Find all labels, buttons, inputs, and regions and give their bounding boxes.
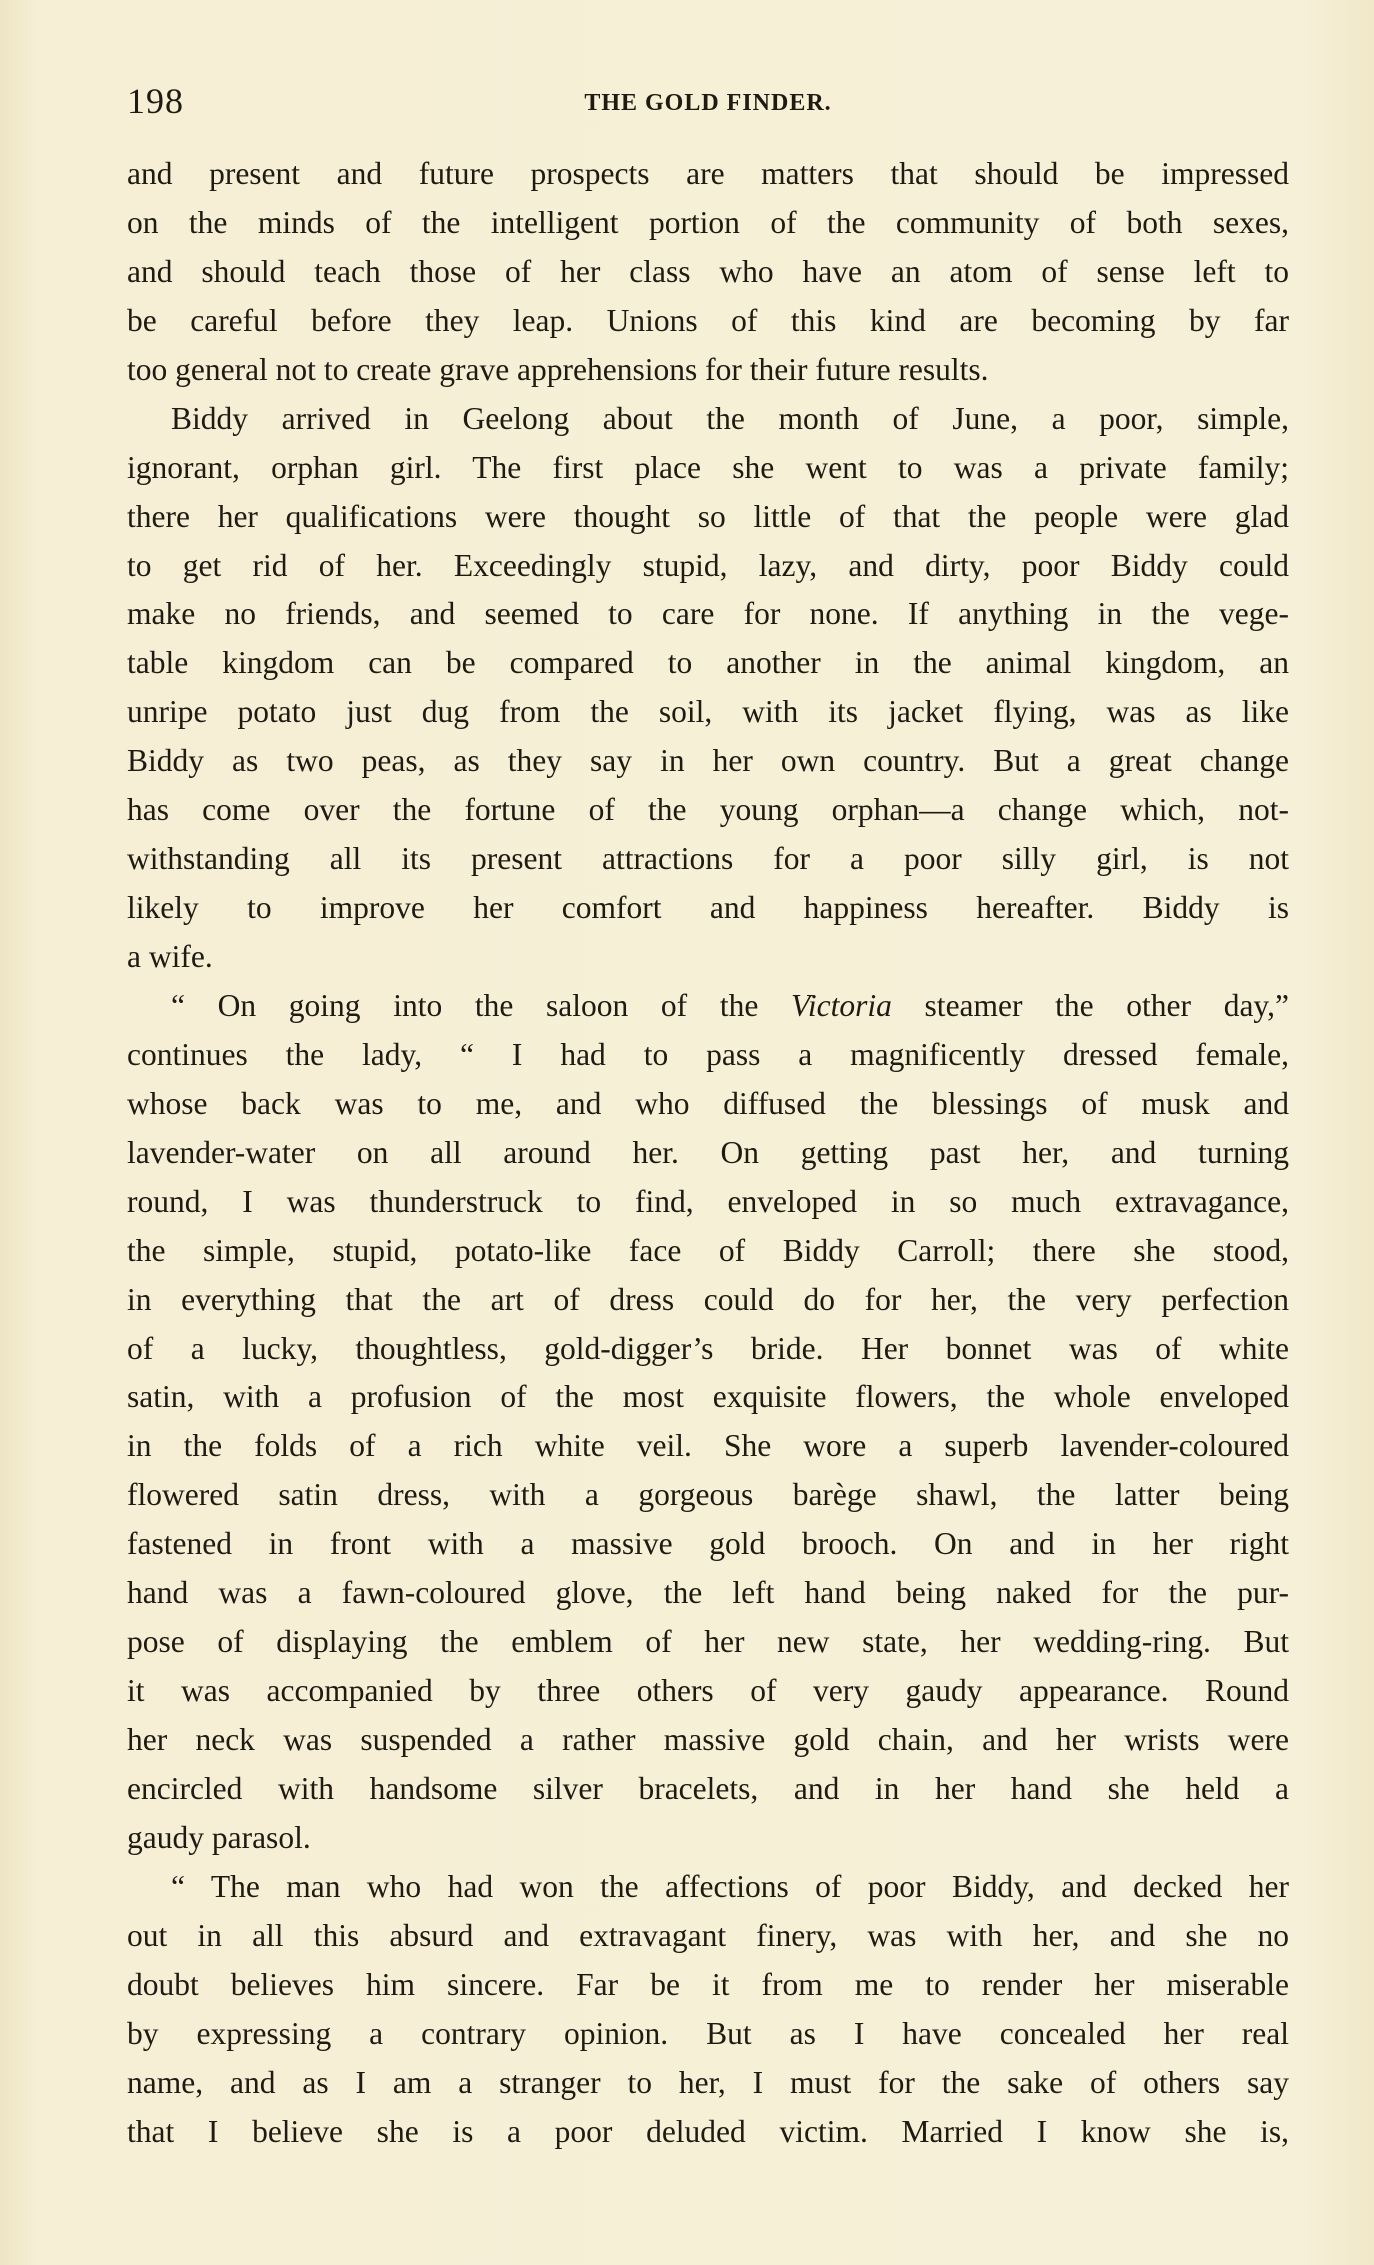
text-line-victoria-before: “ On going into the saloon of the — [171, 987, 791, 1023]
text-line: has come over the fortune of the young orphan—a change which, not- — [127, 792, 1289, 828]
text-line: ignorant, orphan girl. The first place she went to was a private family; — [127, 449, 1289, 485]
text-line: fastened in front with a massive gold brooch. On and in her right — [127, 1526, 1289, 1562]
text-line: flowered satin dress, with a gorgeous barège shawl, the latter being — [127, 1477, 1289, 1513]
text-line: withstanding all its present attractions for a poor silly girl, is not — [127, 841, 1289, 877]
text-line: and present and future prospects are matters that should be impressed — [127, 156, 1289, 191]
text-line: of a lucky, thoughtless, gold-digger’s bride. Her bonnet was of white — [127, 1330, 1289, 1366]
text-line: name, and as I am a stranger to her, I must for the sake of others say — [127, 2064, 1289, 2100]
text-line: doubt believes him sincere. Far be it from me to render her miserable — [127, 1966, 1289, 2002]
text-line: her neck was suspended a rather massive gold chain, and her wrists were — [127, 1722, 1289, 1757]
text-line: round, I was thunderstruck to find, enveloped in so much extravagance, — [127, 1183, 1289, 1219]
text-line: whose back was to me, and who diffused the blessings of musk and — [127, 1085, 1289, 1121]
text-line: Biddy arrived in Geelong about the month of June, a poor, simple, — [171, 400, 1289, 436]
text-line: continues the lady, “ I had to pass a magnificently dressed female, — [127, 1036, 1289, 1072]
text-line: a wife. — [127, 939, 213, 974]
text-line: it was accompanied by three others of very gaudy appearance. Round — [127, 1673, 1289, 1709]
text-line: that I believe she is a poor deluded victim. Married I know she is, — [127, 2113, 1289, 2149]
text-block-2 — [127, 1031, 1289, 2157]
page-number: 198 — [127, 81, 184, 121]
page-header — [127, 80, 1289, 130]
text-line: encircled with handsome silver bracelets, and in her hand she held a — [127, 1770, 1289, 1806]
text-line: hand was a fawn-coloured glove, the left hand being naked for the pur- — [127, 1575, 1289, 1611]
text-line: gaudy parasol. — [127, 1819, 311, 1855]
text-line: there her qualifications were thought so little of that the people were glad — [127, 498, 1289, 534]
text-line: satin, with a profusion of the most exquisite flowers, the whole enveloped — [127, 1379, 1289, 1415]
text-line: be careful before they leap. Unions of this kind are becoming by far — [127, 302, 1289, 338]
body-text — [127, 150, 1289, 2156]
text-line: table kingdom can be compared to another in the animal kingdom, an — [127, 645, 1289, 681]
text-line: by expressing a contrary opinion. But as I have concealed her real — [127, 2015, 1289, 2051]
text-line: on the minds of the intelligent portion of the community of both sexes, — [127, 204, 1289, 240]
text-line: in the folds of a rich white veil. She wore a superb lavender-coloured — [127, 1428, 1289, 1464]
text-line-victoria-after: steamer the other day,” — [891, 987, 1289, 1023]
text-line: likely to improve her comfort and happiness hereafter. Biddy is — [127, 890, 1289, 926]
text-line: Biddy as two peas, as they say in her own country. But a great change — [127, 743, 1289, 779]
text-line: lavender-water on all around her. On getting past her, and turning — [127, 1134, 1289, 1170]
text-line: make no friends, and seemed to care for none. If anything in the vege- — [127, 596, 1289, 632]
text-line: “ The man who had won the affections of poor Biddy, and decked her — [171, 1868, 1289, 1904]
text-line: the simple, stupid, potato-like face of Biddy Carroll; there she stood, — [127, 1232, 1289, 1268]
text-line: out in all this absurd and extravagant finery, was with her, and she no — [127, 1917, 1289, 1953]
ship-name: Victoria — [790, 987, 892, 1023]
text-line: to get rid of her. Exceedingly stupid, lazy, and dirty, poor Biddy could — [127, 547, 1289, 583]
text-line: pose of displaying the emblem of her new state, her wedding-ring. But — [127, 1624, 1289, 1660]
text-block-1 — [127, 150, 1289, 982]
text-line: too general not to create grave apprehensions for their future results. — [127, 351, 989, 387]
text-line: in everything that the art of dress could do for her, the very perfection — [127, 1281, 1289, 1317]
text-line: and should teach those of her class who have an atom of sense left to — [127, 253, 1289, 289]
text-line: unripe potato just dug from the soil, with its jacket flying, was as like — [127, 694, 1289, 730]
text-line-victoria — [127, 982, 1289, 1031]
running-title: THE GOLD FINDER. — [584, 90, 832, 116]
